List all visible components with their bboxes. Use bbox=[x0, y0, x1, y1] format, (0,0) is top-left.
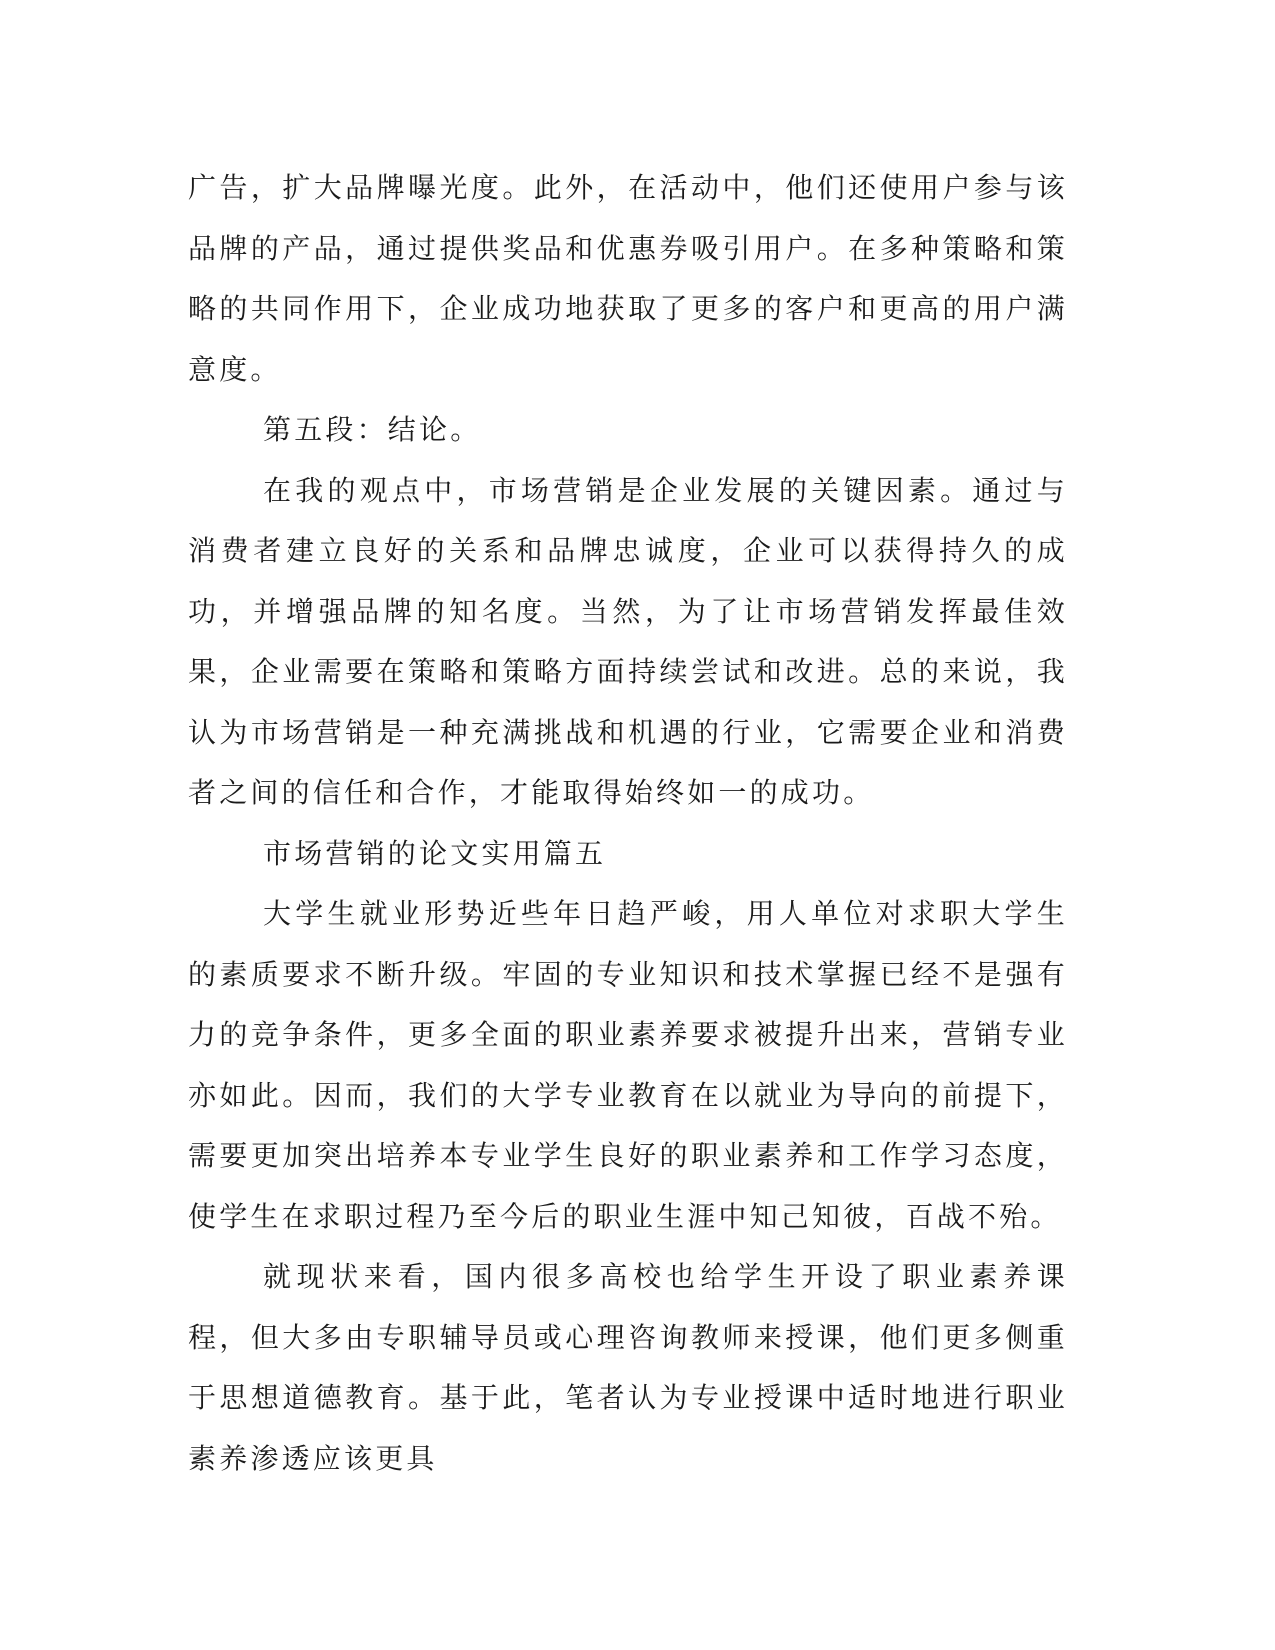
paragraph-employment: 大学生就业形势近些年日趋严峻，用人单位对求职大学生的素质要求不断升级。牢固的专业知识和技术掌握已经不是强有力的竞争条件，更多全面的职业素养要求被提升出来，营销专业亦如此。因而，我们的大学专业教育在以就业为导向的前提下，需要更加突出培养本专业学生良好的职业素养和工作学习态度，使学生在求职过程乃至今后的职业生涯中知己知彼，百战不殆。 bbox=[188, 897, 1068, 1233]
section-heading-conclusion: 第五段：结论。 bbox=[263, 413, 482, 446]
paragraph-current-status: 就现状来看，国内很多高校也给学生开设了职业素养课程，但大多由专职辅导员或心理咨询教师来授课，他们更多侧重于思想道德教育。基于此，笔者认为专业授课中适时地进行职业素养渗透应该更具 bbox=[188, 1260, 1068, 1475]
body-text bbox=[188, 158, 1068, 1489]
article-title: 市场营销的论文实用篇五 bbox=[263, 836, 607, 870]
paragraph-conclusion: 在我的观点中，市场营销是企业发展的关键因素。通过与消费者建立良好的关系和品牌忠诚度，企业可以获得持久的成功，并增强品牌的知名度。当然，为了让市场营销发挥最佳效果，企业需要在策略和策略方面持续尝试和改进。总的来说，我认为市场营销是一种充满挑战和机遇的行业，它需要企业和消费者之间的信任和合作，才能取得始终如一的成功。 bbox=[188, 473, 1068, 809]
paragraph-continuation: 广告，扩大品牌曝光度。此外，在活动中，他们还使用户参与该品牌的产品，通过提供奖品和优惠券吸引用户。在多种策略和策略的共同作用下，企业成功地获取了更多的客户和更高的用户满意度。 bbox=[188, 171, 1068, 386]
